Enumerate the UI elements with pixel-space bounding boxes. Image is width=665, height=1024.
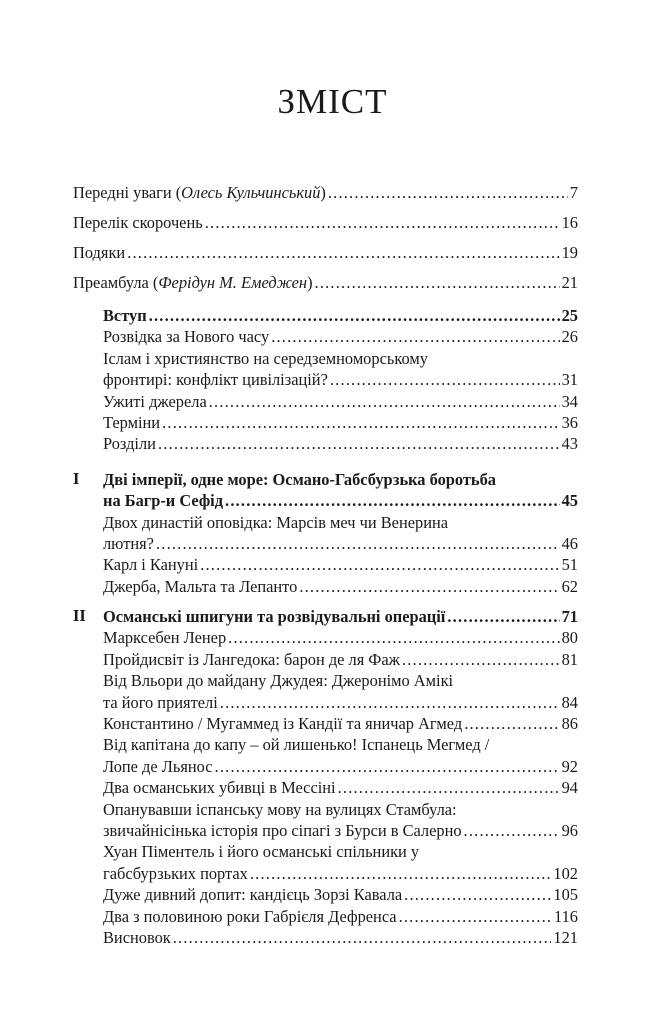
page-number: 86	[561, 714, 578, 734]
entry-title: Марксебен Ленер	[103, 628, 227, 648]
toc-subentry[interactable]	[73, 884, 578, 905]
entry-title: Від Вльори до майдану Джудея: Джеронімо Амікі	[103, 671, 454, 691]
dot-leader	[209, 391, 560, 412]
page-number: 34	[561, 391, 578, 411]
toc-subentry[interactable]	[73, 649, 578, 670]
page-number: 121	[553, 927, 578, 947]
entry-title: Розвідка за Нового часу	[103, 327, 270, 347]
toc-subentry[interactable]	[73, 554, 578, 575]
entry-title: Дві імперії, одне море: Османо-Габсбурзька боротьба	[103, 469, 496, 489]
entry-title: Лопе де Льянос	[103, 756, 213, 776]
page-number: 45	[561, 491, 578, 511]
page-number: 25	[561, 306, 578, 325]
toc-section-entry[interactable]	[73, 305, 578, 326]
page-number: 36	[561, 412, 578, 432]
page-number: 62	[561, 576, 578, 596]
entry-title: габсбурзьких портах	[103, 863, 248, 883]
page-number: 46	[561, 533, 578, 553]
page-number: 116	[554, 906, 578, 926]
dot-leader	[399, 906, 552, 927]
author-name: Ферідун М. Емеджен	[158, 273, 308, 292]
toc-entry[interactable]	[73, 178, 578, 208]
dot-leader	[200, 554, 559, 575]
entry-title: Хуан Піментель і його османські спільники у	[103, 842, 420, 862]
toc-subentry[interactable]	[73, 326, 578, 347]
page-number: 21	[561, 273, 578, 292]
entry-title: Ужиті джерела	[103, 391, 207, 411]
dot-leader	[330, 369, 560, 390]
page-number: 80	[561, 628, 578, 648]
dot-leader	[228, 627, 559, 648]
dot-leader	[127, 238, 559, 268]
page-title: ЗМІСТ	[277, 82, 388, 121]
toc-section-entry[interactable]	[73, 606, 578, 627]
page-number: 19	[561, 243, 578, 262]
page-number: 31	[561, 370, 578, 390]
dot-leader	[162, 412, 560, 433]
toc-subentry[interactable]	[73, 841, 578, 884]
toc-subentry[interactable]	[73, 412, 578, 433]
entry-title: лютня?	[103, 533, 154, 553]
toc-subentry[interactable]	[73, 927, 578, 948]
dot-leader	[205, 208, 560, 238]
page-number: 84	[561, 692, 578, 712]
dot-leader	[299, 576, 559, 597]
entry-title: Два з половиною роки Габрієля Дефренса	[103, 906, 397, 926]
author-name: Олесь Кульчинський	[181, 183, 321, 202]
entry-title: Преамбула (Ферідун М. Емеджен)	[73, 273, 313, 292]
dot-leader	[402, 649, 560, 670]
toc-subentry[interactable]	[73, 670, 578, 713]
dot-leader	[158, 433, 560, 454]
toc-subentry[interactable]	[73, 627, 578, 648]
toc-subentry[interactable]	[73, 799, 578, 842]
dot-leader	[464, 713, 559, 734]
entry-title: Висновок	[103, 927, 171, 947]
dot-leader	[315, 268, 560, 298]
toc-subentry[interactable]	[73, 576, 578, 597]
page-number: 16	[561, 213, 578, 232]
table-of-contents	[73, 178, 578, 948]
entry-title: Передні уваги (Олесь Кульчинський)	[73, 183, 326, 202]
entry-title: Джерба, Мальта та Лепанто	[103, 576, 298, 596]
toc-subentry[interactable]	[73, 777, 578, 798]
dot-leader	[156, 533, 560, 554]
entry-title: Карл і Кануні	[103, 555, 199, 575]
section-number	[73, 305, 103, 326]
toc-section-entry[interactable]	[73, 469, 578, 512]
entry-title: Перелік скорочень	[73, 213, 203, 232]
section-number: II	[73, 606, 86, 626]
toc-entry[interactable]	[73, 208, 578, 238]
page-number: 81	[561, 649, 578, 669]
toc-subentry[interactable]	[73, 713, 578, 734]
dot-leader	[464, 820, 560, 841]
dot-leader	[404, 884, 551, 905]
entry-title: Османські шпигуни та розвідувальні операції	[103, 607, 446, 627]
dot-leader	[215, 756, 560, 777]
toc-subentry[interactable]	[73, 906, 578, 927]
dot-leader	[328, 178, 568, 208]
page-number: 96	[561, 820, 578, 840]
entry-title: на Багр-и Сефід	[103, 491, 224, 511]
toc-subentry[interactable]	[73, 433, 578, 454]
page-number: 26	[561, 327, 578, 347]
entry-title: Дуже дивний допит: кандієць Зорзі Кавала	[103, 885, 403, 905]
page-number: 92	[561, 756, 578, 776]
page-number: 71	[561, 607, 578, 627]
entry-title: Іслам і християнство на середземноморському	[103, 348, 428, 368]
dot-leader	[225, 490, 560, 511]
entry-title: Пройдисвіт із Лангедока: барон де ля Фаж	[103, 649, 400, 669]
section-number: I	[73, 468, 80, 488]
toc-entry[interactable]	[73, 238, 578, 268]
entry-title: Два османських убивці в Мессіні	[103, 778, 336, 798]
page-number: 102	[553, 863, 578, 883]
entry-title: Від капітана до капу – ой лишенько! Іспанець Мегмед /	[103, 735, 490, 755]
page-number: 7	[569, 183, 578, 202]
toc-subentry[interactable]	[73, 348, 578, 391]
page-number: 51	[561, 555, 578, 575]
toc-entry[interactable]	[73, 268, 578, 298]
dot-leader	[250, 863, 552, 884]
entry-title: Вступ	[103, 306, 147, 325]
entry-title: Константино / Мугаммед із Кандії та яничар Агмед	[103, 714, 463, 734]
entry-title: фронтирі: конфлікт цивілізацій?	[103, 370, 328, 390]
toc-subentry[interactable]	[73, 734, 578, 777]
dot-leader	[173, 927, 552, 948]
page-number: 105	[553, 885, 578, 905]
entry-title: звичайнісінька історія про сіпагі з Бурси в Салерно	[103, 820, 462, 840]
dot-leader	[338, 777, 560, 798]
dot-leader	[220, 692, 560, 713]
entry-title: Двох династій оповідка: Марсів меч чи Венерина	[103, 512, 449, 532]
dot-leader	[271, 326, 559, 347]
dot-leader	[447, 606, 559, 627]
toc-subentry[interactable]	[73, 391, 578, 412]
page-number: 94	[561, 778, 578, 798]
entry-title: та його приятелі	[103, 692, 218, 712]
entry-title: Подяки	[73, 243, 126, 262]
entry-title: Розділи	[103, 434, 156, 454]
entry-title: Опанувавши іспанську мову на вулицях Стамбула:	[103, 799, 457, 819]
entry-title: Терміни	[103, 412, 161, 432]
dot-leader	[149, 305, 560, 326]
toc-subentry[interactable]	[73, 512, 578, 555]
page-number: 43	[561, 434, 578, 454]
